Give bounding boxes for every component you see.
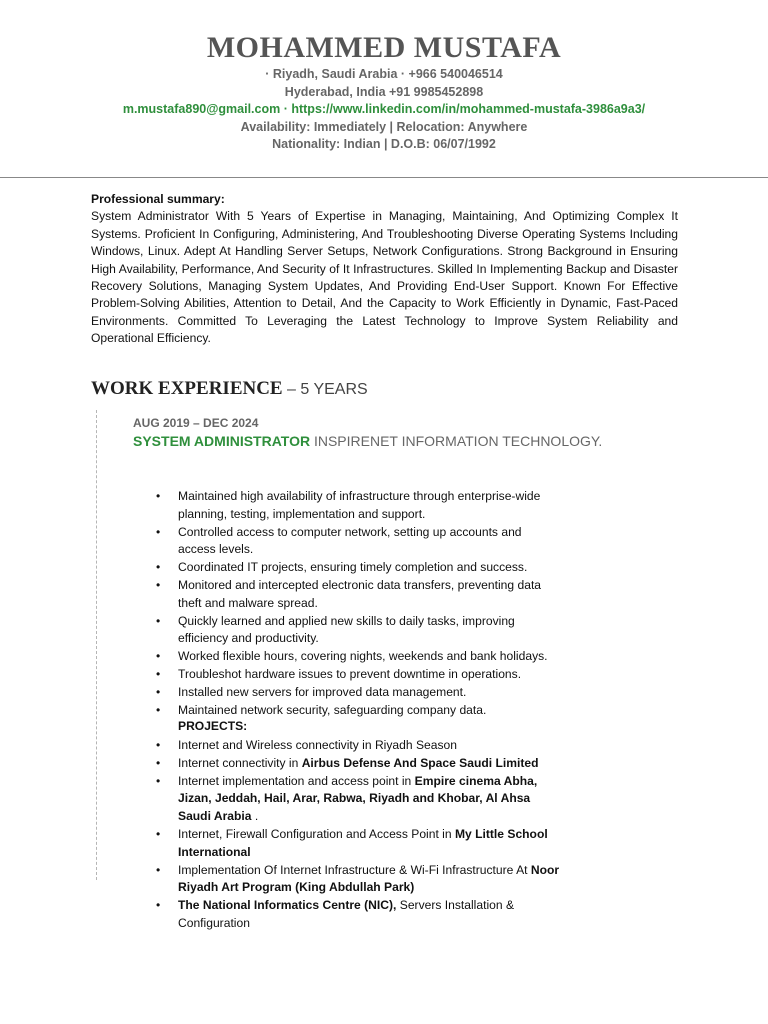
work-experience-title: WORK EXPERIENCE	[91, 378, 283, 399]
contact-links-line	[0, 101, 768, 119]
job-title: SYSTEM ADMINISTRATOR	[133, 433, 311, 449]
summary-heading: Professional summary:	[91, 192, 225, 206]
bullet-icon: •	[156, 649, 161, 664]
list-item: • Installed new servers for improved data management.	[0, 684, 560, 702]
company-name: INSPIRENET INFORMATION TECHNOLOGY.	[310, 433, 603, 449]
linkedin-link[interactable]: https://www.linkedin.com/in/mohammed-mustafa-3986a9a3/	[291, 102, 646, 116]
list-item: • Internet and Wireless connectivity in Riyadh Season	[0, 737, 560, 755]
email-link[interactable]: m.mustafa890@gmail.com	[122, 102, 281, 116]
list-item: • Internet connectivity in Airbus Defense And Space Saudi Limited	[0, 755, 560, 773]
experience-years: 5 YEARS	[300, 381, 368, 398]
list-item: • Worked flexible hours, covering nights, weekends and bank holidays.	[0, 648, 560, 666]
job-dates: AUG 2019 – DEC 2024	[133, 416, 259, 430]
work-experience-heading	[91, 378, 368, 400]
bullet-icon: •	[156, 613, 161, 628]
bullet-icon: •	[156, 898, 161, 913]
resume-header	[0, 30, 768, 154]
contact-separator: ·	[280, 102, 292, 116]
list-item: • Maintained network security, safeguarding company data.	[0, 702, 560, 720]
bullet-icon: •	[156, 560, 161, 575]
list-item: • Coordinated IT projects, ensuring timely completion and success.	[0, 559, 560, 577]
bullet-icon: •	[156, 755, 161, 770]
list-item: • Implementation Of Internet Infrastructure & Wi-Fi Infrastructure At Noor Riyadh Art Program (King Abdullah Park)	[156, 862, 560, 895]
bullet-icon: •	[156, 773, 161, 788]
bullet-icon: •	[156, 489, 161, 503]
job-role-line	[133, 433, 602, 449]
bullet-icon: •	[156, 684, 161, 699]
list-item: • Troubleshot hardware issues to prevent downtime in operations.	[0, 666, 560, 684]
nationality-line: Nationality: Indian | D.O.B: 06/07/1992	[272, 137, 496, 151]
bullet-icon: •	[156, 826, 161, 841]
bullet-icon: •	[156, 524, 161, 539]
list-item: • Quickly learned and applied new skills to daily tasks, improving efficiency and productivity.	[156, 613, 515, 646]
list-item: • Internet, Firewall Configuration and Access Point in My Little School International	[156, 826, 548, 859]
projects-list	[0, 737, 560, 933]
list-item: • Maintained high availability of infrastructure through enterprise-wide planning, testing, implementation and support.	[156, 489, 541, 521]
list-item: • Monitored and intercepted electronic data transfers, preventing data theft and malware spread.	[156, 577, 542, 610]
professional-summary	[91, 191, 678, 348]
duties-list	[0, 488, 560, 719]
bullet-icon: •	[156, 702, 161, 717]
bullet-icon: •	[156, 862, 161, 877]
secondary-location-line: Hyderabad, India +91 9985452898	[284, 84, 484, 99]
availability-line: Availability: Immediately | Relocation: Anywhere	[240, 119, 528, 134]
bullet-icon: •	[156, 666, 161, 681]
candidate-name: MOHAMMED MUSTAFA	[206, 31, 562, 64]
projects-heading: PROJECTS:	[178, 719, 248, 733]
header-divider	[0, 177, 768, 178]
list-item: • The National Informatics Centre (NIC), Servers Installation & Configuration	[156, 898, 515, 930]
list-item: • Controlled access to computer network, setting up accounts and access levels.	[156, 524, 522, 557]
list-item: • Internet implementation and access point in Empire cinema Abha, Jizan, Jeddah, Hail, Arar, Rabwa, Riyadh and Khobar, Al Ahsa Saudi Arabia .	[156, 773, 538, 824]
heading-dash: –	[282, 381, 301, 398]
bullet-icon: •	[156, 577, 161, 592]
summary-text: System Administrator With 5 Years of Expertise in Managing, Maintaining, And Optimizing Complex It Systems. Proficient In Configuring, Administering, And Troubleshooting Diverse Operating Systems Including Windows, Linux. Adept At Handling Server Setups, Network Configurations. Strong Background in Ensuring High Availability, Performance, And Security of It Infrastructures. Skilled In Implementing Backup and Disaster Recovery Solutions, Managing System Updates, And Providing End-User Support. Known For Effective Problem-Solving Abilities, Attention to Detail, And the Capacity to Work Efficiently in Dynamic, Fast-Paced Environments. Committed To Leveraging the Latest Technology to Improve System Reliability and Operational Efficiency.	[91, 209, 678, 346]
location-phone-line: · Riyadh, Saudi Arabia · +966 540046514	[265, 67, 503, 81]
bullet-icon: •	[156, 738, 161, 752]
